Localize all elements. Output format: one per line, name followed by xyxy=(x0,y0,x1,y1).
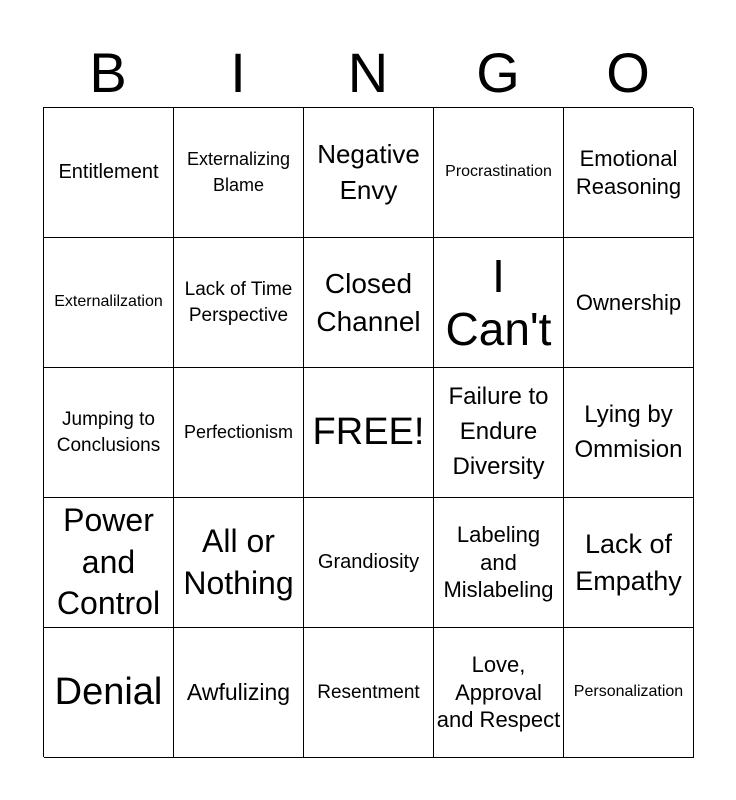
bingo-cell[interactable]: Grandiosity xyxy=(304,498,434,628)
header-letter-o: O xyxy=(606,41,650,104)
bingo-cell[interactable]: Ownership xyxy=(564,238,694,368)
bingo-board xyxy=(43,107,693,757)
bingo-cell[interactable]: Failure to Endure Diversity xyxy=(434,368,564,498)
bingo-cell[interactable]: Closed Channel xyxy=(304,238,434,368)
bingo-cell[interactable]: Lack of Empathy xyxy=(564,498,694,628)
bingo-cell[interactable]: Emotional Reasoning xyxy=(564,108,694,238)
bingo-cell[interactable]: Jumping to Conclusions xyxy=(44,368,174,498)
bingo-cell[interactable]: Power and Control xyxy=(44,498,174,628)
header-letter-i: I xyxy=(230,41,246,104)
bingo-cell[interactable]: Negative Envy xyxy=(304,108,434,238)
free-space[interactable]: FREE! xyxy=(304,368,434,498)
bingo-header xyxy=(43,40,693,106)
bingo-cell[interactable]: All or Nothing xyxy=(174,498,304,628)
bingo-cell[interactable]: Personalization xyxy=(564,628,694,758)
bingo-cell[interactable]: Awfulizing xyxy=(174,628,304,758)
bingo-cell[interactable]: Resentment xyxy=(304,628,434,758)
header-letter-g: G xyxy=(476,41,520,104)
bingo-cell[interactable]: Externalilzation xyxy=(44,238,174,368)
header-letter-b: B xyxy=(89,41,127,104)
bingo-cell[interactable]: Lack of Time Perspective xyxy=(174,238,304,368)
header-letter-n: N xyxy=(347,41,389,104)
bingo-cell[interactable]: Denial xyxy=(44,628,174,758)
bingo-cell[interactable]: I Can't xyxy=(434,238,564,368)
bingo-cell[interactable]: Labeling and Mislabeling xyxy=(434,498,564,628)
bingo-cell[interactable]: Procrastination xyxy=(434,108,564,238)
bingo-cell[interactable]: Perfectionism xyxy=(174,368,304,498)
bingo-cell[interactable]: Lying by Ommision xyxy=(564,368,694,498)
bingo-cell[interactable]: Love, Approval and Respect xyxy=(434,628,564,758)
bingo-cell[interactable]: Externalizing Blame xyxy=(174,108,304,238)
bingo-cell[interactable]: Entitlement xyxy=(44,108,174,238)
